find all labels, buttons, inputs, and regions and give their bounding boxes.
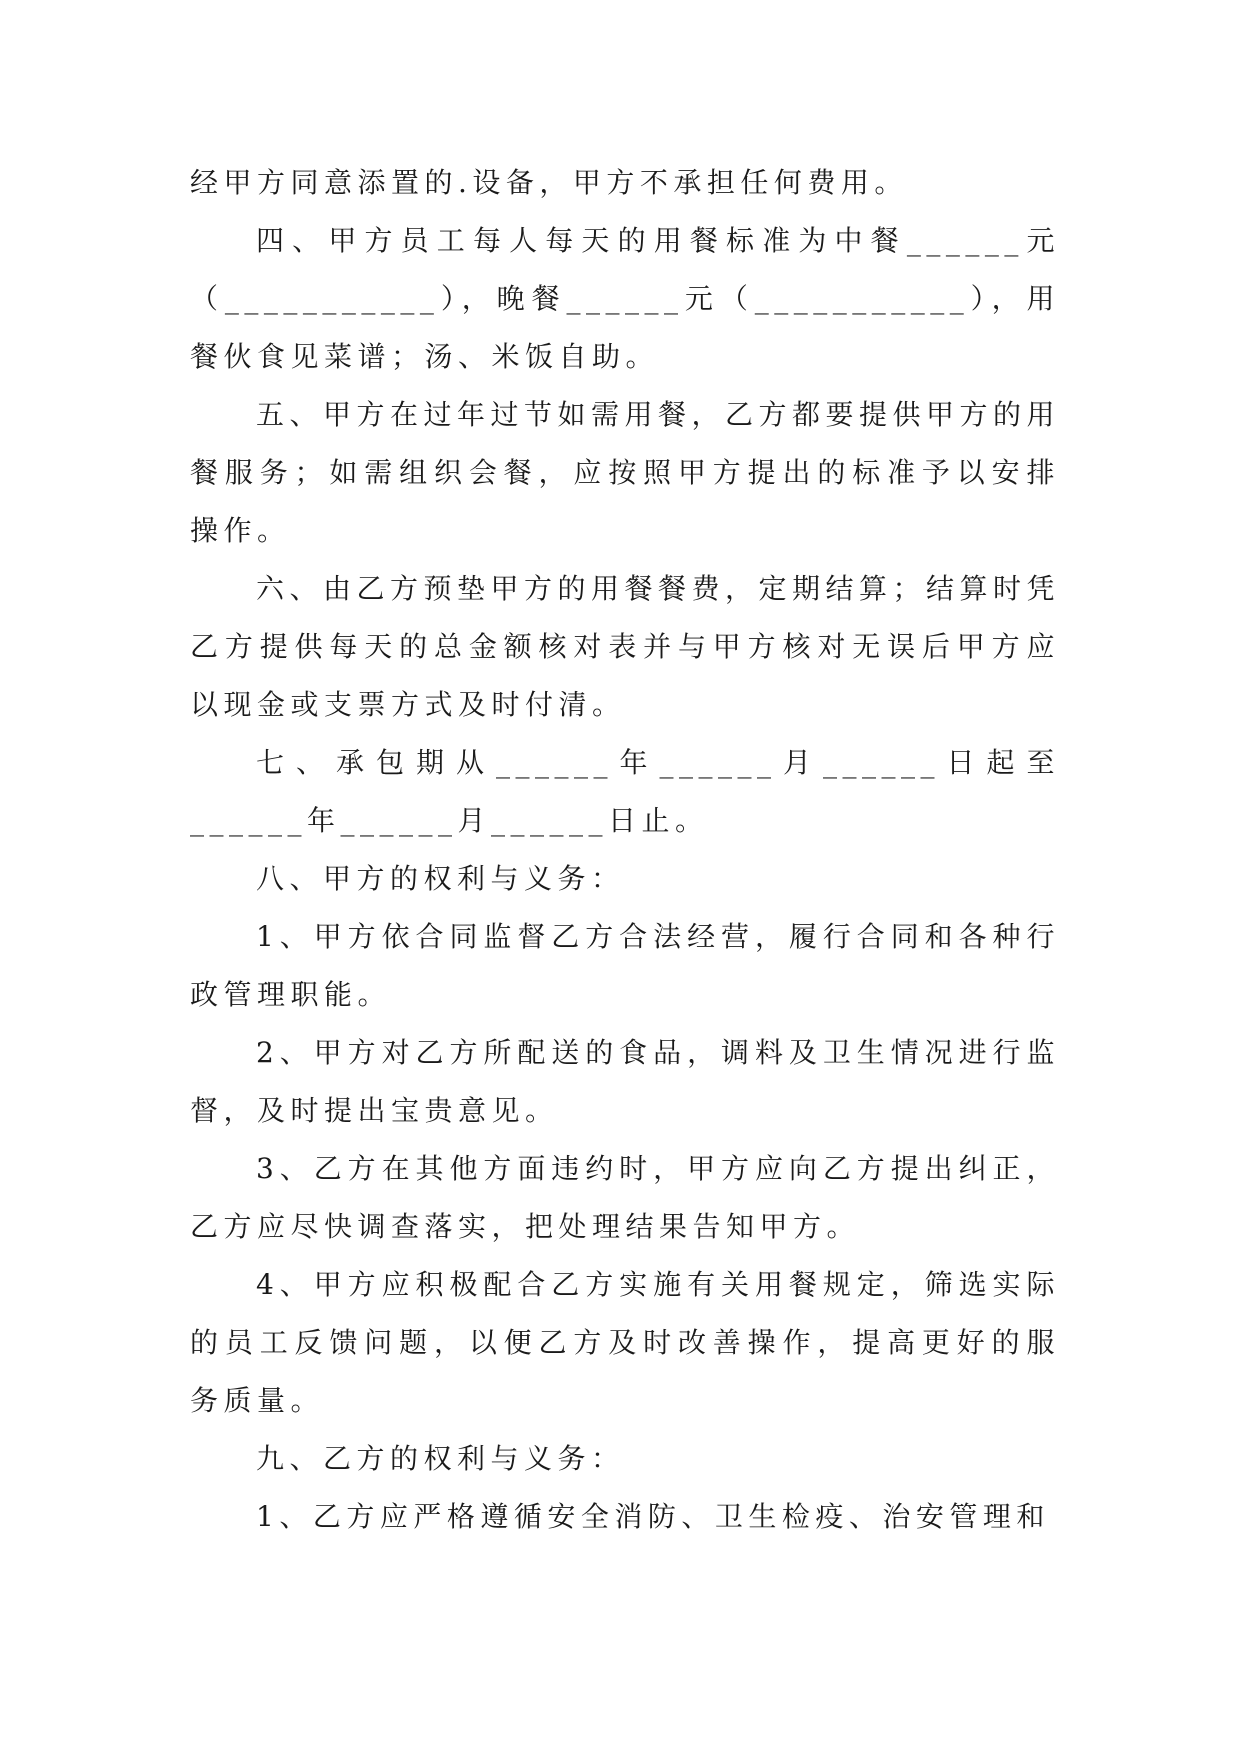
paragraph-clause-8-item-3: 3、乙方在其他方面违约时，甲方应向乙方提出纠正，乙方应尽快调查落实，把处理结果告知甲方。 [190, 1152, 1060, 1243]
paragraph-continuation: 经甲方同意添置的.设备，甲方不承担任何费用。 [190, 166, 908, 199]
paragraph-clause-7: 七、承包期从______年______月______日起至______年______月______日止。 [190, 746, 1060, 837]
paragraph-clause-8-item-4: 4、甲方应积极配合乙方实施有关用餐规定，筛选实际的员工反馈问题，以便乙方及时改善操作，提高更好的服务质量。 [190, 1268, 1060, 1417]
document-body [190, 154, 1060, 1546]
paragraph-clause-8-heading: 八、甲方的权利与义务： [256, 862, 625, 895]
paragraph-clause-8-item-2: 2、甲方对乙方所配送的食品，调料及卫生情况进行监督，及时提出宝贵意见。 [190, 1036, 1060, 1127]
paragraph-clause-5: 五、甲方在过年过节如需用餐，乙方都要提供甲方的用餐服务；如需组织会餐，应按照甲方提出的标准予以安排操作。 [190, 398, 1061, 547]
paragraph-clause-4: 四、甲方员工每人每天的用餐标准为中餐______元（___________），晚餐______元（___________），用餐伙食见菜谱；汤、米饭自助。 [190, 224, 1060, 373]
paragraph-clause-9-heading: 九、乙方的权利与义务： [256, 1442, 625, 1475]
paragraph-clause-9-item-1: 1、乙方应严格遵循安全消防、卫生检疫、治安管理和 [256, 1500, 1050, 1533]
paragraph-clause-6: 六、由乙方预垫甲方的用餐餐费，定期结算；结算时凭乙方提供每天的总金额核对表并与甲方核对无误后甲方应以现金或支票方式及时付清。 [190, 572, 1061, 721]
paragraph-clause-8-item-1: 1、甲方依合同监督乙方合法经营，履行合同和各种行政管理职能。 [190, 920, 1060, 1011]
